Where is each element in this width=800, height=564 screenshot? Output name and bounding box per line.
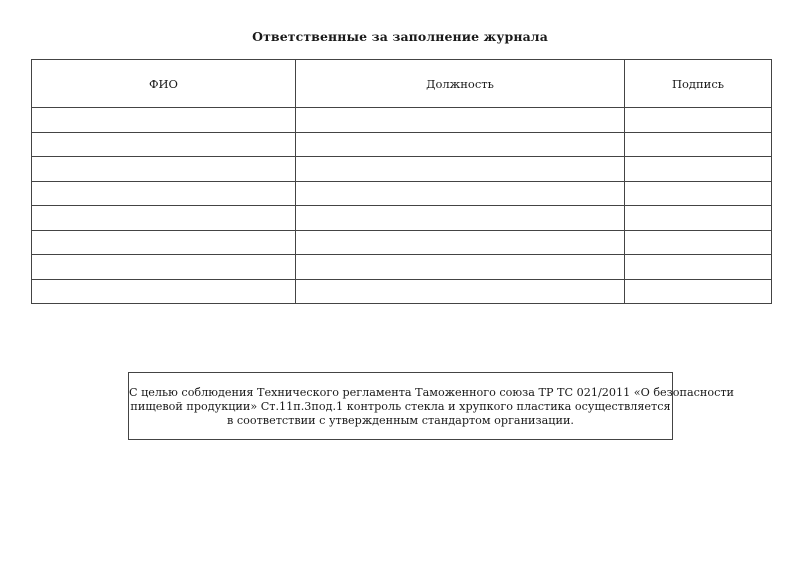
signature-cell[interactable] xyxy=(625,279,772,304)
notice-line: пищевой продукции» Ст.11п.3под.1 контроль стекла и хрупкого пластика осуществляется xyxy=(130,400,671,413)
table-row xyxy=(32,230,772,255)
table-row xyxy=(32,255,772,280)
column-header-position: Должность xyxy=(296,60,625,108)
name-cell[interactable] xyxy=(32,255,296,280)
notice-line: в соответствии с утвержденным стандартом организации. xyxy=(227,414,574,427)
signature-cell[interactable] xyxy=(625,181,772,206)
table-row xyxy=(32,279,772,304)
column-header-signature: Подпись xyxy=(625,60,772,108)
signature-cell[interactable] xyxy=(625,132,772,157)
table-header-row xyxy=(32,60,772,108)
name-cell[interactable] xyxy=(32,230,296,255)
position-cell[interactable] xyxy=(296,206,625,231)
table-row xyxy=(32,181,772,206)
signature-cell[interactable] xyxy=(625,206,772,231)
name-cell[interactable] xyxy=(32,206,296,231)
signature-cell[interactable] xyxy=(625,157,772,182)
responsible-persons-table xyxy=(31,59,772,304)
position-cell[interactable] xyxy=(296,230,625,255)
table-row xyxy=(32,108,772,133)
name-cell[interactable] xyxy=(32,132,296,157)
notice-line: С целью соблюдения Технического регламента Таможенного союза ТР ТС 021/2011 «О безопасности xyxy=(129,386,735,399)
name-cell[interactable] xyxy=(32,279,296,304)
signature-cell[interactable] xyxy=(625,255,772,280)
position-cell[interactable] xyxy=(296,279,625,304)
name-cell[interactable] xyxy=(32,157,296,182)
name-cell[interactable] xyxy=(32,181,296,206)
column-header-name: ФИО xyxy=(32,60,296,108)
position-cell[interactable] xyxy=(296,181,625,206)
table-row xyxy=(32,132,772,157)
table-row xyxy=(32,206,772,231)
name-cell[interactable] xyxy=(32,108,296,133)
regulation-notice-box xyxy=(128,372,735,440)
signature-cell[interactable] xyxy=(625,108,772,133)
position-cell[interactable] xyxy=(296,108,625,133)
document-title: Ответственные за заполнение журнала xyxy=(252,29,548,44)
table-row xyxy=(32,157,772,182)
position-cell[interactable] xyxy=(296,157,625,182)
position-cell[interactable] xyxy=(296,255,625,280)
position-cell[interactable] xyxy=(296,132,625,157)
signature-cell[interactable] xyxy=(625,230,772,255)
